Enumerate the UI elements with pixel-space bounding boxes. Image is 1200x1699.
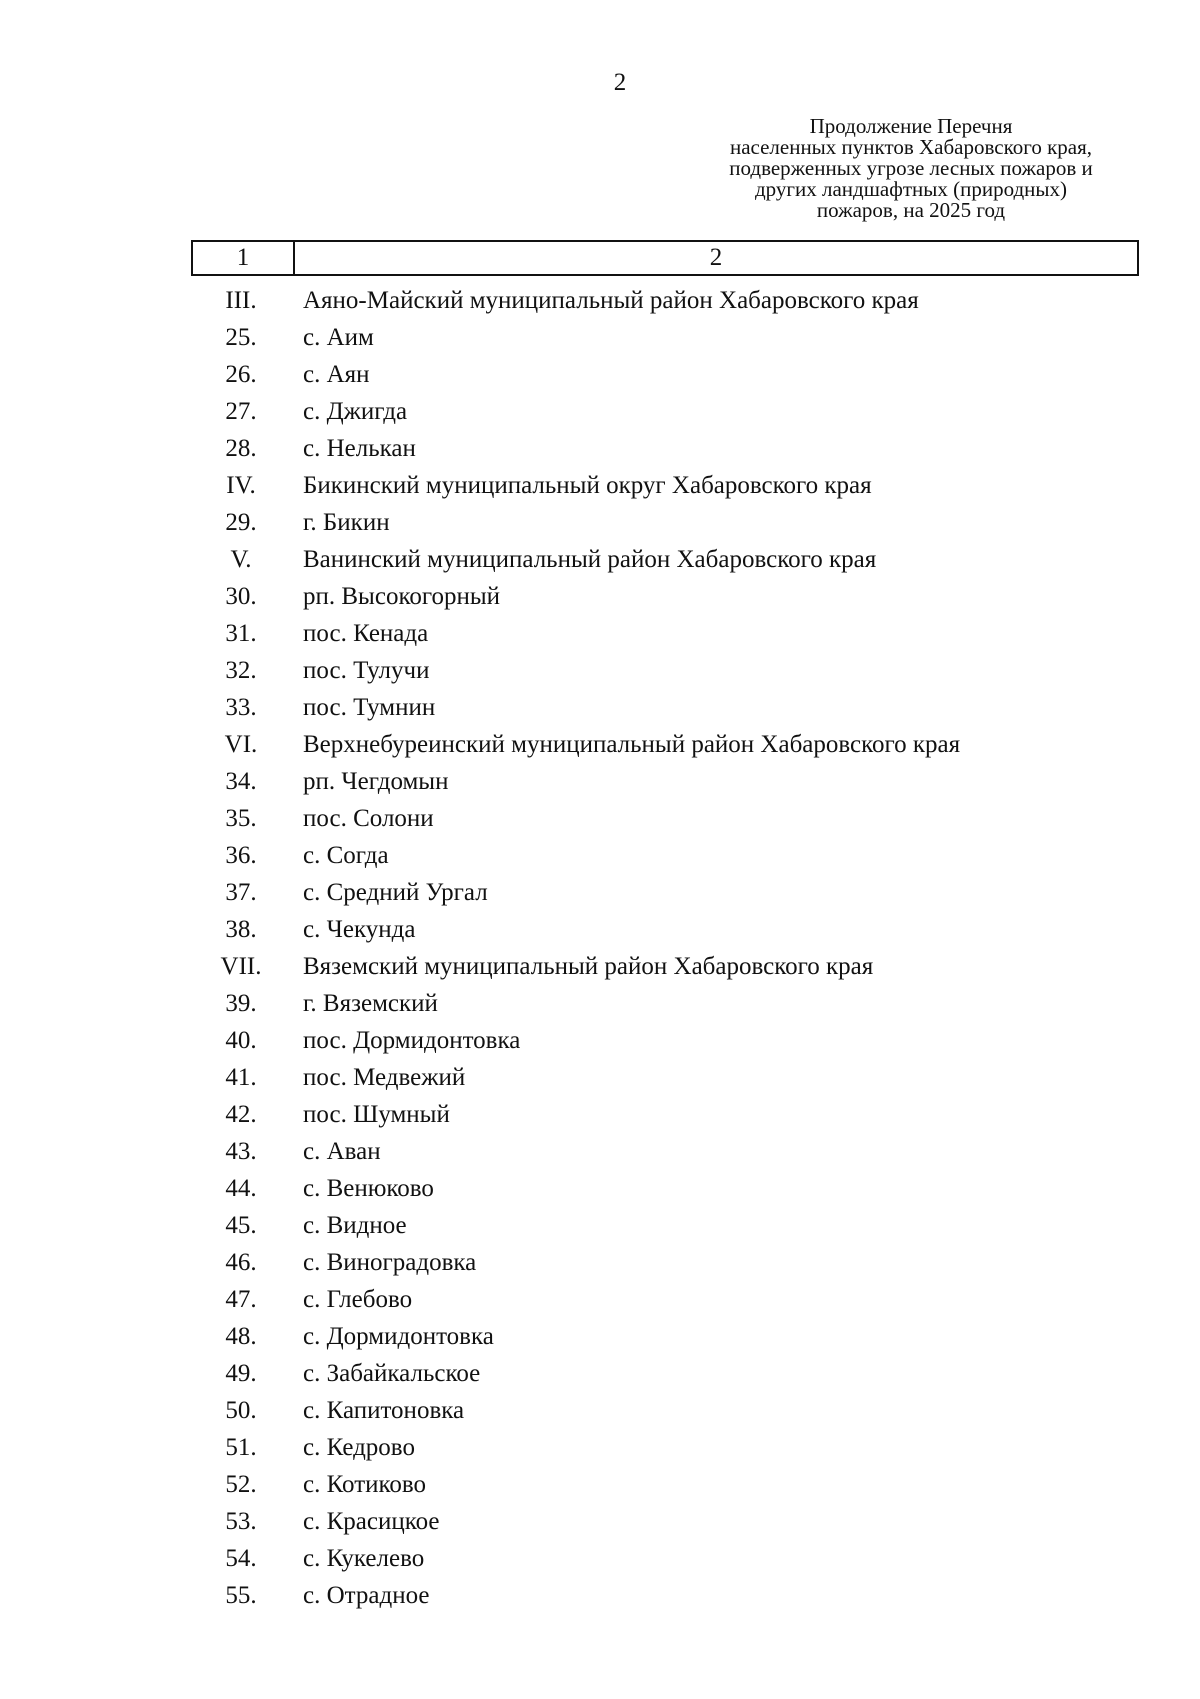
document-header xyxy=(690,116,1132,221)
list-item xyxy=(191,504,1139,541)
list-item xyxy=(191,1207,1139,1244)
list-item xyxy=(191,1133,1139,1170)
row-number: V. xyxy=(230,545,252,573)
row-name: с. Кедрово xyxy=(303,1433,415,1461)
list-item xyxy=(191,726,1139,763)
row-number: 30. xyxy=(225,582,257,610)
row-number: 29. xyxy=(225,508,257,536)
list-item xyxy=(191,319,1139,356)
list-item xyxy=(191,1096,1139,1133)
row-number: 32. xyxy=(225,656,257,684)
list-item xyxy=(191,356,1139,393)
row-name: с. Дормидонтовка xyxy=(303,1322,494,1350)
list-item xyxy=(191,837,1139,874)
row-name: с. Видное xyxy=(303,1211,407,1239)
list-item xyxy=(191,615,1139,652)
header-line: других ландшафтных (природных) xyxy=(755,177,1067,201)
row-number: 27. xyxy=(225,397,257,425)
list-item xyxy=(191,282,1139,319)
row-name: с. Аван xyxy=(303,1137,381,1165)
row-number: 51. xyxy=(225,1433,257,1461)
list-item xyxy=(191,652,1139,689)
row-number: IV. xyxy=(226,471,256,499)
row-number: 25. xyxy=(225,323,257,351)
list-item xyxy=(191,541,1139,578)
list-item xyxy=(191,1577,1139,1614)
header-line: населенных пунктов Хабаровского края, xyxy=(729,135,1093,159)
list-item xyxy=(191,1059,1139,1096)
page-number: 2 xyxy=(613,69,627,96)
list-item xyxy=(191,689,1139,726)
row-number: 46. xyxy=(225,1248,257,1276)
row-name: с. Отрадное xyxy=(303,1581,430,1609)
row-name: с. Аим xyxy=(303,323,374,351)
list-item xyxy=(191,578,1139,615)
row-number: 43. xyxy=(225,1137,257,1165)
list-item xyxy=(191,1503,1139,1540)
list-item xyxy=(191,1466,1139,1503)
list-item xyxy=(191,948,1139,985)
list-item xyxy=(191,763,1139,800)
row-name: пос. Солони xyxy=(303,804,434,832)
list-item xyxy=(191,1318,1139,1355)
row-number: 37. xyxy=(225,878,257,906)
row-number: 28. xyxy=(225,434,257,462)
row-number: 48. xyxy=(225,1322,257,1350)
list-item xyxy=(191,393,1139,430)
row-name: с. Средний Ургал xyxy=(303,878,488,906)
row-number: 45. xyxy=(225,1211,257,1239)
row-name: с. Кукелево xyxy=(303,1544,425,1572)
row-name: Аяно-Майский муниципальный район Хабаровского края xyxy=(303,286,919,314)
row-number: 35. xyxy=(225,804,257,832)
row-name: Бикинский муниципальный округ Хабаровского края xyxy=(303,471,872,499)
row-name: с. Нелькан xyxy=(303,434,416,462)
row-number: 44. xyxy=(225,1174,257,1202)
row-name: пос. Тулучи xyxy=(303,656,430,684)
row-name: с. Капитоновка xyxy=(303,1396,465,1424)
row-name: пос. Дормидонтовка xyxy=(303,1026,521,1054)
row-number: VI. xyxy=(224,730,258,758)
list-item xyxy=(191,1170,1139,1207)
row-number: 34. xyxy=(225,767,257,795)
row-name: пос. Медвежий xyxy=(303,1063,466,1091)
row-name: с. Глебово xyxy=(303,1285,413,1313)
header-line: Продолжение Перечня xyxy=(809,114,1013,138)
row-number: 49. xyxy=(225,1359,257,1387)
row-name: с. Виноградовка xyxy=(303,1248,477,1276)
row-name: с. Красицкое xyxy=(303,1507,440,1535)
column-header-number: 1 xyxy=(193,242,295,274)
table-header xyxy=(191,240,1139,276)
row-name: с. Забайкальское xyxy=(303,1359,481,1387)
row-name: с. Согда xyxy=(303,841,389,869)
column-header-name: 2 xyxy=(709,244,723,271)
row-number: 31. xyxy=(225,619,257,647)
list-item xyxy=(191,1392,1139,1429)
list-item xyxy=(191,874,1139,911)
row-number: 39. xyxy=(225,989,257,1017)
row-name: Верхнебуреинский муниципальный район Хабаровского края xyxy=(303,730,961,758)
row-number: III. xyxy=(225,286,257,314)
row-name: с. Аян xyxy=(303,360,370,388)
row-number: 52. xyxy=(225,1470,257,1498)
list-item xyxy=(191,1022,1139,1059)
row-name: пос. Кенада xyxy=(303,619,429,647)
list-item xyxy=(191,1540,1139,1577)
row-number: 42. xyxy=(225,1100,257,1128)
row-number: 55. xyxy=(225,1581,257,1609)
row-name: г. Бикин xyxy=(303,508,390,536)
list-item xyxy=(191,1355,1139,1392)
list-item xyxy=(191,985,1139,1022)
row-name: с. Джигда xyxy=(303,397,408,425)
row-name: пос. Шумный xyxy=(303,1100,450,1128)
row-name: пос. Тумнин xyxy=(303,693,436,721)
row-name: с. Чекунда xyxy=(303,915,416,943)
row-number: 38. xyxy=(225,915,257,943)
row-number: 50. xyxy=(225,1396,257,1424)
row-name: Вяземский муниципальный район Хабаровского края xyxy=(303,952,874,980)
row-number: 53. xyxy=(225,1507,257,1535)
list-item xyxy=(191,1281,1139,1318)
row-number: 33. xyxy=(225,693,257,721)
row-number: 54. xyxy=(225,1544,257,1572)
row-name: с. Венюково xyxy=(303,1174,434,1202)
row-number: 47. xyxy=(225,1285,257,1313)
row-number: 36. xyxy=(225,841,257,869)
row-name: рп. Чегдомын xyxy=(303,767,449,795)
row-number: 40. xyxy=(225,1026,257,1054)
row-name: с. Котиково xyxy=(303,1470,427,1498)
list-item xyxy=(191,1244,1139,1281)
list-item xyxy=(191,1429,1139,1466)
row-name: Ванинский муниципальный район Хабаровского края xyxy=(303,545,877,573)
row-name: рп. Высокогорный xyxy=(303,582,501,610)
header-line: подверженных угрозе лесных пожаров и xyxy=(729,156,1093,180)
row-number: VII. xyxy=(220,952,262,980)
list-item xyxy=(191,467,1139,504)
settlement-list xyxy=(191,282,1139,1614)
list-item xyxy=(191,911,1139,948)
list-item xyxy=(191,430,1139,467)
header-line: пожаров, на 2025 год xyxy=(816,198,1006,222)
row-name: г. Вяземский xyxy=(303,989,438,1017)
list-item xyxy=(191,800,1139,837)
row-number: 26. xyxy=(225,360,257,388)
row-number: 41. xyxy=(225,1063,257,1091)
